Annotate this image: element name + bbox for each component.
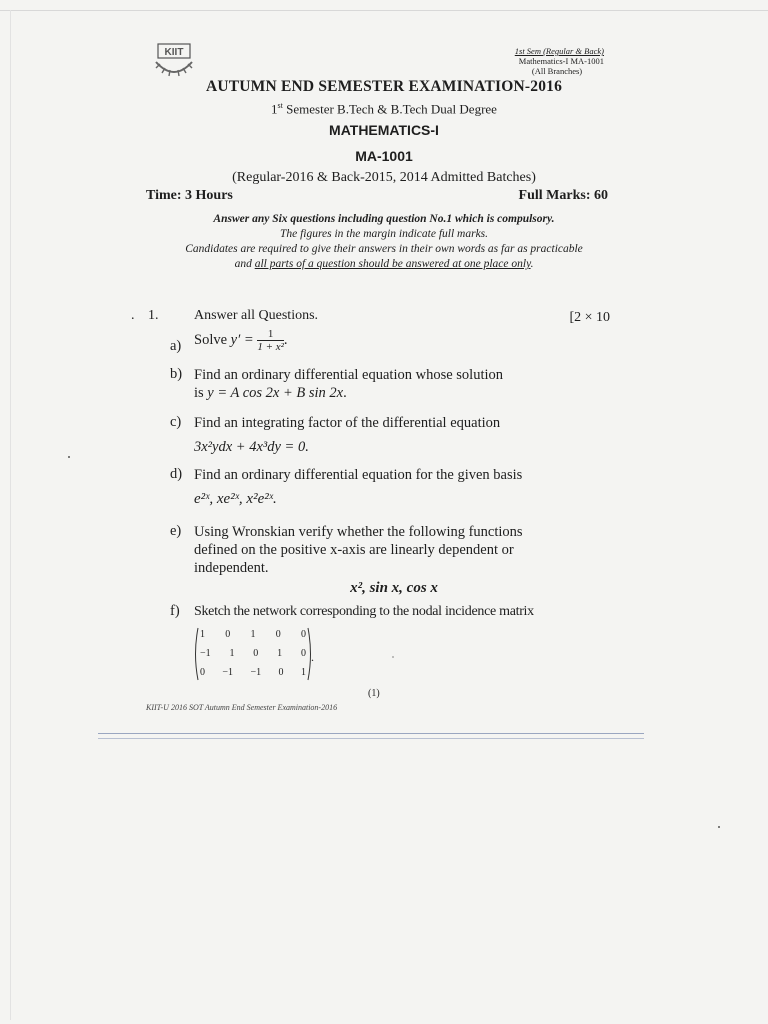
svg-text:KIIT: KIIT [164,47,184,58]
part-a-solve: Solve [194,331,231,348]
matrix-cell: 0 [278,667,284,678]
part-a-fraction [257,328,284,353]
part-c-line1: Find an integrating factor of the differential equation [194,415,501,431]
scan-speck [392,656,394,658]
subject-title: MATHEMATICS-I [329,122,439,138]
part-b-equation: y = A cos 2x + B sin 2x [207,385,344,401]
part-b-label: b) [170,366,183,382]
part-c-label: c) [170,414,182,430]
part-b-text [194,366,564,402]
instruction-line4-underlined: all parts of a question should be answered at one place only [254,258,531,270]
matrix-cell: −1 [200,648,211,659]
kiit-logo [150,42,198,78]
question-marks: [2 × 10 [569,310,610,325]
matrix-row-2 [200,648,306,659]
instructions [0,212,768,272]
matrix-period: . [311,650,314,664]
matrix-cell: 0 [200,667,205,678]
part-a-denominator: 1 + x² [257,341,284,353]
part-a-numerator: 1 [257,328,284,341]
part-e-line1: Using Wronskian verify whether the following functions [194,524,523,540]
incidence-matrix [192,626,316,682]
matrix-cell: 1 [229,648,235,659]
instruction-line4-prefix: and [234,258,255,270]
part-a-text: Solve y′ = $\frac{1}{\text{1 + x²}}$ . [194,328,288,353]
scan-bottom-rule [98,733,644,734]
matrix-row-3 [200,667,306,678]
semester-suffix: st [277,101,283,110]
part-e-functions: x², sin x, cos x [350,580,438,596]
part-e-line3: independent. [194,560,269,576]
scan-top-edge [0,10,768,11]
subject-code: MA-1001 [355,148,413,164]
matrix-cell: 0 [253,648,259,659]
part-c-equation: 3x²ydx + 4x³dy = 0. [194,439,309,455]
scan-speck [718,826,720,828]
part-f-text: Sketch the network corresponding to the nodal incidence matrix [194,604,534,619]
part-b-is: is [194,385,208,401]
semester-text: Semester B.Tech & B.Tech Dual Degree [282,101,497,117]
batches-line: (Regular-2016 & Back-2015, 2014 Admitted Batches) [232,170,536,185]
part-d-text [194,466,564,508]
exam-tag [470,46,604,76]
margin-dot: . [131,308,135,323]
page-number: (1) [368,688,380,699]
scan-speck [68,456,70,458]
matrix-row-1 [200,629,306,640]
matrix-cell: 0 [275,629,281,640]
instruction-line4: and all parts of a question should be answered at one place only. [234,258,534,270]
matrix-cell: −1 [250,667,262,678]
time-allowed: Time: 3 Hours [146,188,233,203]
semester-number: 1 [271,101,278,117]
matrix-cell: 1 [277,648,283,659]
part-d-label: d) [170,466,183,482]
instruction-line3: Candidates are required to give their answers in their own words as far as practicable [185,243,583,255]
exam-tag-line3: (All Branches) [531,66,583,76]
matrix-cell: 1 [250,629,256,640]
exam-tag-line2: Mathematics-I MA-1001 [518,56,604,66]
part-d-line1: Find an ordinary differential equation for the given basis [194,467,523,483]
question-number: 1. [148,308,159,323]
instruction-line2: The figures in the margin indicate full marks. [279,228,489,240]
part-e-text [194,523,564,577]
page-footer: KIIT-U 2016 SOT Autumn End Semester Examination-2016 [146,703,338,712]
semester-line [0,101,768,117]
part-b-line1: Find an ordinary differential equation whose solution [194,367,504,383]
matrix-cell: 0 [301,629,306,640]
full-marks: Full Marks: 60 [518,188,608,203]
part-a-lhs: y′ = [230,331,258,348]
part-e-label: e) [170,523,182,539]
part-d-basis: e²ˣ, xe²ˣ, x²e²ˣ. [194,491,277,507]
question-heading: Answer all Questions. [194,308,319,323]
exam-title: AUTUMN END SEMESTER EXAMINATION-2016 [205,78,563,95]
part-b-line2: is y = A cos 2x + B sin 2x. [194,385,347,401]
matrix-cell: −1 [222,667,234,678]
matrix-cell: 1 [300,667,306,678]
part-e-line2: defined on the positive x-axis are linearly dependent or [194,542,514,558]
scan-bottom-rule [98,738,644,739]
exam-tag-line1: 1st Sem (Regular & Back) [514,46,604,56]
part-c-text [194,414,564,456]
matrix-cell: 1 [200,629,205,640]
part-a-label: a) [170,338,182,354]
matrix-cell: 0 [300,648,306,659]
part-f-label: f) [170,603,180,619]
matrix-cell: 0 [225,629,231,640]
instruction-line1: Answer any Six questions including question No.1 which is compulsory. [213,213,555,225]
